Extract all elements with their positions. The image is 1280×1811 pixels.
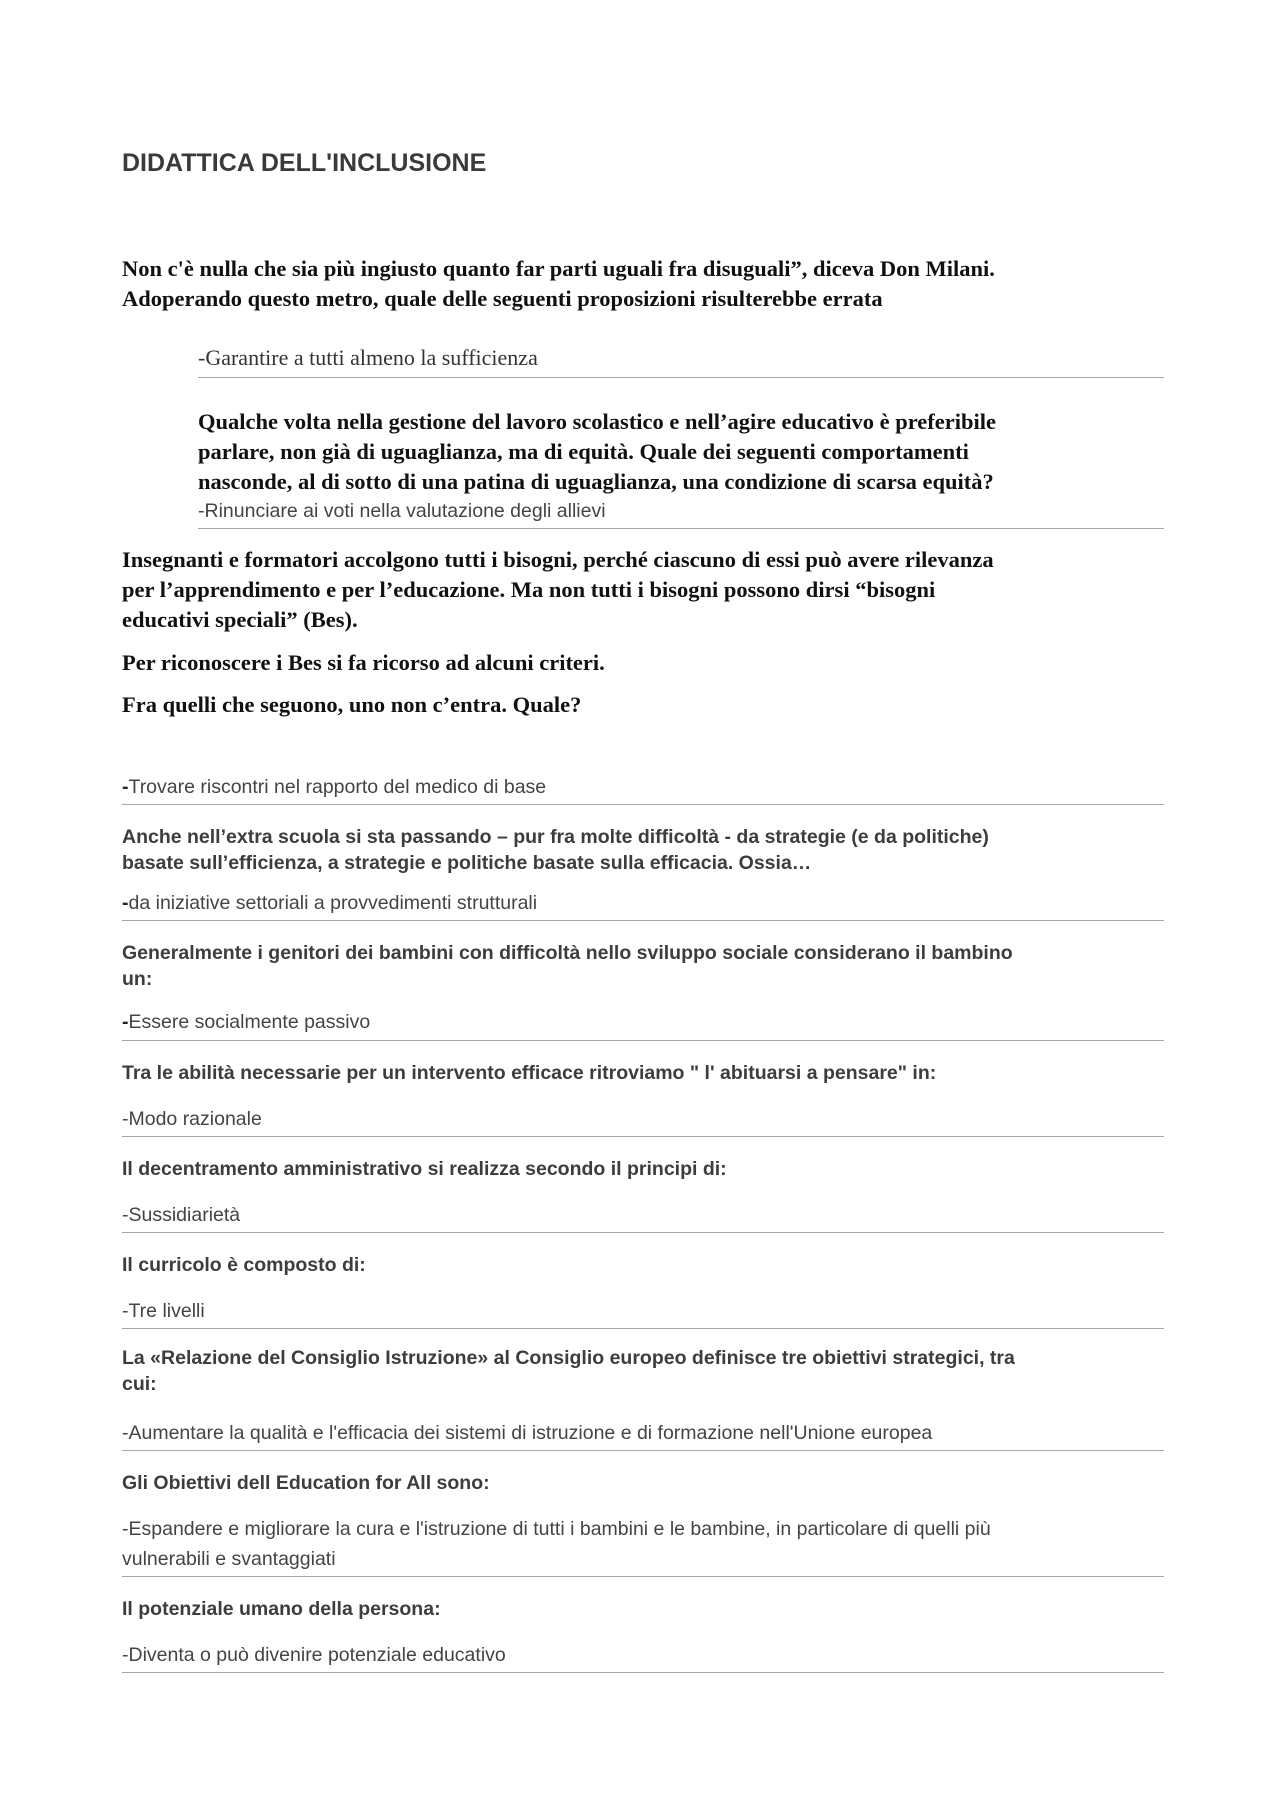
question-5-line-2: un: xyxy=(122,968,153,990)
question-3-line-1: Insegnanti e formatori accolgono tutti i bisogni, perché ciascuno di essi può avere rilevanza xyxy=(122,547,994,572)
question-4-line-1: Anche nell’extra scuola si sta passando – pur fra molte difficoltà - da strategie (e da politiche) xyxy=(122,826,989,848)
divider xyxy=(122,804,1164,805)
answer-2: -Rinunciare ai voti nella valutazione degli allievi xyxy=(198,500,606,522)
divider xyxy=(122,920,1164,921)
answer-11: -Diventa o può divenire potenziale educativo xyxy=(122,1644,506,1666)
divider xyxy=(122,1040,1164,1041)
answer-3 xyxy=(122,772,546,802)
question-2-line-1: Qualche volta nella gestione del lavoro scolastico e nell’agire educativo è preferibile xyxy=(198,409,997,434)
question-1 xyxy=(122,254,995,314)
divider xyxy=(122,1328,1164,1329)
answer-1: -Garantire a tutti almeno la sufficienza xyxy=(198,345,538,370)
question-1-line-1: Non c'è nulla che sia più ingiusto quanto far parti uguali fra disuguali”, diceva Don Milani. xyxy=(122,256,995,281)
question-11: Il potenziale umano della persona: xyxy=(122,1598,441,1620)
question-3-prompt: Fra quelli che seguono, uno non c’entra. Quale? xyxy=(122,692,582,717)
answer-dash: - xyxy=(122,1011,129,1033)
question-2 xyxy=(198,407,996,497)
question-8: Il curricolo è composto di: xyxy=(122,1254,366,1276)
question-4-line-2: basate sull’efficienza, a strategie e politiche basate sulla efficacia. Ossia… xyxy=(122,852,812,874)
answer-5 xyxy=(122,1007,370,1037)
divider xyxy=(198,377,1164,378)
answer-4-text: da iniziative settoriali a provvedimenti strutturali xyxy=(128,892,538,914)
divider xyxy=(122,1450,1164,1451)
question-2-line-2: parlare, non già di uguaglianza, ma di equità. Quale dei seguenti comportamenti xyxy=(198,439,969,464)
question-7: Il decentramento amministrativo si realizza secondo il principi di: xyxy=(122,1158,727,1180)
question-2-line-3: nasconde, al di sotto di una patina di uguaglianza, una condizione di scarsa equità? xyxy=(198,469,994,494)
answer-6: -Modo razionale xyxy=(122,1108,262,1130)
question-3-criteria: Per riconoscere i Bes si fa ricorso ad alcuni criteri. xyxy=(122,650,605,675)
answer-10 xyxy=(122,1514,991,1574)
question-5 xyxy=(122,940,1013,992)
divider xyxy=(198,528,1164,529)
answer-3-text: Trovare riscontri nel rapporto del medico di base xyxy=(128,776,547,798)
question-1-line-2: Adoperando questo metro, quale delle seguenti proposizioni risulterebbe errata xyxy=(122,286,883,311)
divider xyxy=(122,1672,1164,1673)
question-6: Tra le abilità necessarie per un intervento efficace ritroviamo " l' abituarsi a pensare" in: xyxy=(122,1062,937,1084)
divider xyxy=(122,1576,1164,1577)
divider xyxy=(122,1136,1164,1137)
question-3-line-3: educativi speciali” (Bes). xyxy=(122,607,358,632)
question-4 xyxy=(122,824,989,876)
answer-5-text: Essere socialmente passivo xyxy=(128,1011,371,1033)
question-3-line-2: per l’apprendimento e per l’educazione. Ma non tutti i bisogni possono dirsi “bisogni xyxy=(122,577,936,602)
answer-10-line-2: vulnerabili e svantaggiati xyxy=(122,1548,336,1570)
question-3 xyxy=(122,545,994,635)
answer-dash: - xyxy=(122,776,129,798)
question-9-line-1: La «Relazione del Consiglio Istruzione» al Consiglio europeo definisce tre obiettivi strategici, tra xyxy=(122,1347,1015,1369)
answer-8: -Tre livelli xyxy=(122,1300,205,1322)
question-9-line-2: cui: xyxy=(122,1373,157,1395)
answer-9: -Aumentare la qualità e l'efficacia dei sistemi di istruzione e di formazione nell'Unione europea xyxy=(122,1422,933,1444)
question-9 xyxy=(122,1345,1015,1397)
answer-dash: - xyxy=(122,892,129,914)
divider xyxy=(122,1232,1164,1233)
answer-7: -Sussidiarietà xyxy=(122,1204,241,1226)
question-5-line-1: Generalmente i genitori dei bambini con difficoltà nello sviluppo sociale considerano il bambino xyxy=(122,942,1013,964)
answer-4 xyxy=(122,888,537,918)
answer-10-line-1: -Espandere e migliorare la cura e l'istruzione di tutti i bambini e le bambine, in particolare di quelli più xyxy=(122,1518,991,1540)
question-10: Gli Obiettivi dell Education for All sono: xyxy=(122,1472,490,1494)
page-title: DIDATTICA DELL'INCLUSIONE xyxy=(122,149,487,177)
